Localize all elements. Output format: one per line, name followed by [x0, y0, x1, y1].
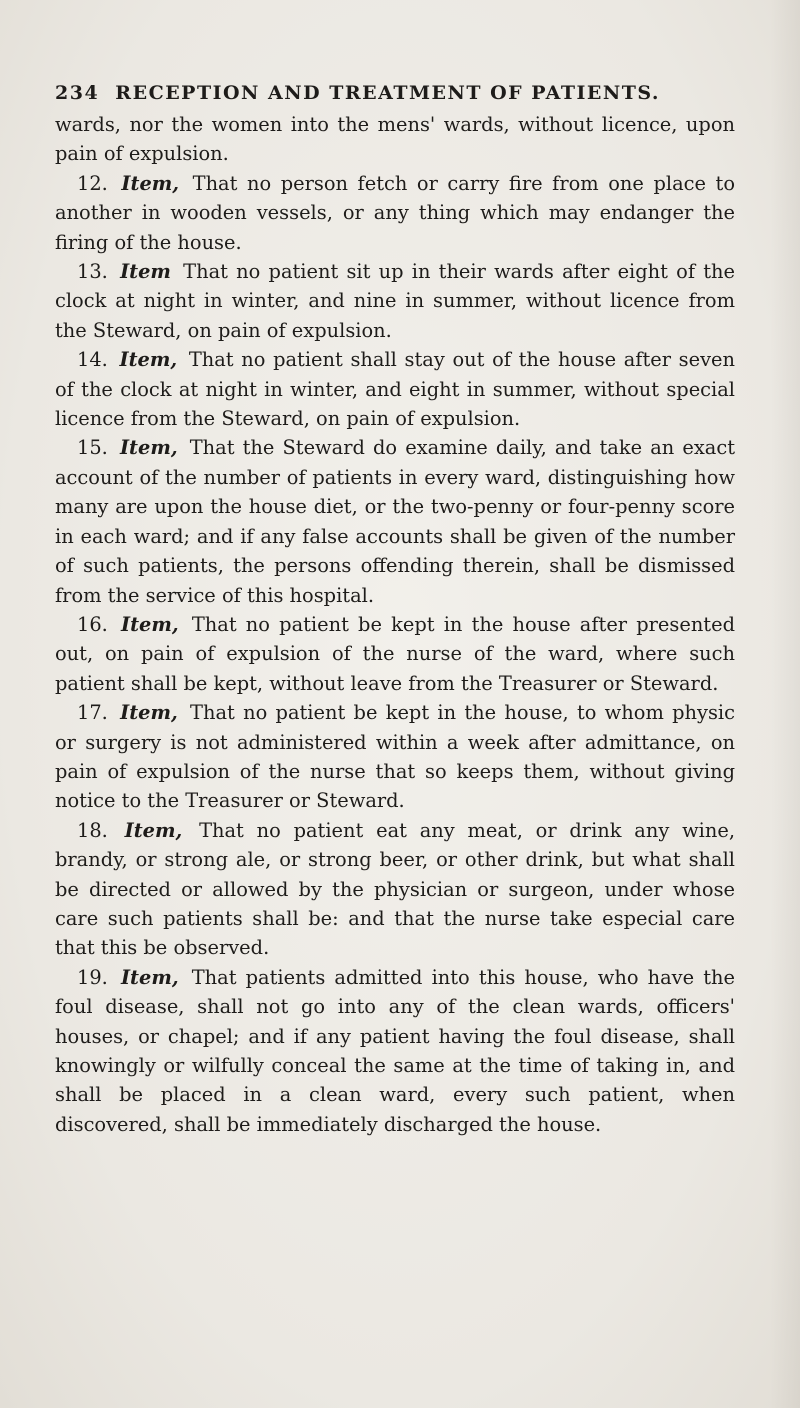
item-label: Item	[120, 260, 171, 284]
item-number: 12.	[77, 171, 108, 195]
item-number: 15.	[77, 436, 108, 460]
rule-item-18	[55, 816, 735, 963]
page-number: 234	[55, 82, 100, 104]
rule-item-19	[55, 963, 735, 1139]
item-number: 16.	[77, 612, 108, 636]
rule-item-16	[55, 610, 735, 698]
item-text: That no patient eat any meat, or drink any wine, brandy, or strong ale, or strong beer, or other drink, but what shall be directed or allowed by the physician or surgeon, under whose care such patients shall be: and that the nurse take especial care that this be observed.	[55, 818, 736, 960]
item-label: Item,	[124, 818, 183, 842]
item-number: 19.	[77, 965, 108, 989]
item-text: That no patient be kept in the house after presented out, on pain of expulsion of the nurse of the ward, where such patient shall be kept, without leave from the Treasurer or Steward.	[55, 612, 735, 695]
item-label: Item,	[119, 436, 178, 460]
item-text: That no person fetch or carry fire from one place to another in wooden vessels, or any thing which may endanger the firing of the house.	[55, 171, 735, 254]
running-title: RECEPTION AND TREATMENT OF PATIENTS.	[115, 82, 661, 104]
item-text: That no patient be kept in the house, to whom physic or surgery is not administered within a week after admittance, on pain of expulsion of the nurse that so keeps them, without giving notice to the Treasurer or Steward.	[55, 701, 735, 813]
rule-item-13	[55, 257, 735, 345]
item-text: That no patient shall stay out of the house after seven of the clock at night in winter, and eight in summer, without special licence from the Steward, on pain of expulsion.	[55, 348, 736, 431]
item-label: Item,	[120, 701, 178, 725]
item-text: That the Steward do examine daily, and take an exact account of the number of patients in every ward, distinguishing how many are upon the house diet, or the two-penny or four-penny score in each ward; and if any false accounts shall be given of the number of such patients, the persons offending therein, shall be dismissed from the service of this hospital.	[55, 436, 735, 607]
rule-item-12	[55, 169, 735, 257]
running-header	[55, 82, 755, 104]
item-number: 14.	[77, 348, 108, 372]
item-label: Item,	[119, 348, 178, 372]
rule-item-17	[55, 698, 735, 816]
scan-edge-shadow	[770, 0, 800, 1408]
item-label: Item,	[121, 612, 179, 636]
item-text: That no patient sit up in their wards after eight of the clock at night in winter, and nine in summer, without licence from the Steward, on pain of expulsion.	[55, 260, 735, 342]
item-number: 17.	[77, 701, 108, 725]
item-text: That patients admitted into this house, who have the foul disease, shall not go into any of the clean wards, officers' houses, or chapel; and if any patient having the foul disease, shall knowingly or wilfully conceal the same at the time of taking in, and shall be placed in a clean ward, every such patient, when discovered, shall be immediately discharged the house.	[55, 965, 735, 1136]
rule-item-15	[55, 433, 735, 609]
item-number: 13.	[77, 260, 108, 284]
item-number: 18.	[77, 818, 108, 842]
rule-item-14	[55, 345, 735, 433]
item-label: Item,	[121, 171, 180, 195]
continued-paragraph: wards, nor the women into the mens' wards, without licence, upon pain of expulsion.	[55, 113, 735, 166]
item-label: Item,	[120, 965, 179, 989]
body-text	[55, 110, 735, 1139]
